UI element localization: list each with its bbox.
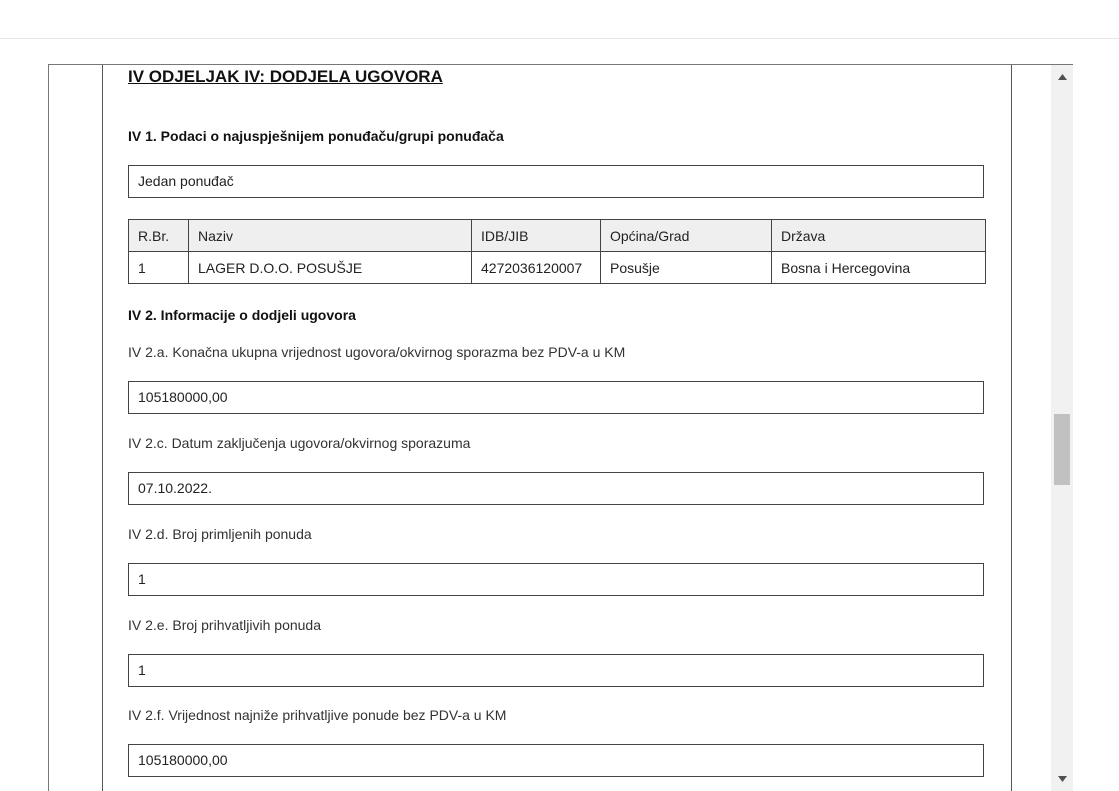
- field-value-iv2e: 1: [128, 654, 984, 687]
- field-value-iv2d: 1: [128, 563, 984, 596]
- triangle-up-icon: [1058, 74, 1067, 80]
- field-label-iv2c: IV 2.c. Datum zaključenja ugovora/okvirnog sporazuma: [128, 435, 471, 451]
- table-header-row: [129, 220, 986, 252]
- column-header-drzava: Država: [772, 220, 986, 252]
- field-value-iv2c: 07.10.2022.: [128, 472, 984, 505]
- document-page: [102, 65, 1012, 791]
- column-header-opcina-grad: Općina/Grad: [601, 220, 772, 252]
- field-value-iv2f: 105180000,00: [128, 744, 984, 777]
- field-label-iv2e: IV 2.e. Broj prihvatljivih ponuda: [128, 617, 321, 633]
- field-label-iv2d: IV 2.d. Broj primljenih ponuda: [128, 526, 312, 542]
- cell-opcina-grad: Posušje: [601, 252, 772, 284]
- cell-naziv: LAGER D.O.O. POSUŠJE: [189, 252, 472, 284]
- scroll-thumb[interactable]: [1054, 414, 1070, 485]
- column-header-rbr: R.Br.: [129, 220, 189, 252]
- document-viewer: [48, 64, 1073, 791]
- field-label-iv2f: IV 2.f. Vrijednost najniže prihvatljive ponude bez PDV-a u KM: [128, 707, 507, 723]
- cell-drzava: Bosna i Hercegovina: [772, 252, 986, 284]
- cell-idb-jib: 4272036120007: [472, 252, 601, 284]
- bidder-type-field: Jedan ponuđač: [128, 165, 984, 198]
- top-bar: [0, 0, 1119, 39]
- section-title: IV ODJELJAK IV: DODJELA UGOVORA: [128, 67, 443, 86]
- iv1-heading: IV 1. Podaci o najuspješnijem ponuđaču/grupi ponuđača: [128, 128, 504, 144]
- table-row: [129, 252, 986, 284]
- scroll-down-button[interactable]: [1051, 768, 1073, 790]
- scroll-up-button[interactable]: [1051, 66, 1073, 88]
- column-header-naziv: Naziv: [189, 220, 472, 252]
- field-value-iv2a: 105180000,00: [128, 381, 984, 414]
- vertical-scrollbar[interactable]: [1051, 65, 1073, 791]
- column-header-idb-jib: IDB/JIB: [472, 220, 601, 252]
- triangle-down-icon: [1058, 776, 1067, 782]
- cell-rbr: 1: [129, 252, 189, 284]
- field-label-iv2a: IV 2.a. Konačna ukupna vrijednost ugovora/okvirnog sporazma bez PDV-a u KM: [128, 344, 626, 360]
- bidders-table: [128, 219, 986, 284]
- iv2-heading: IV 2. Informacije o dodjeli ugovora: [128, 307, 356, 323]
